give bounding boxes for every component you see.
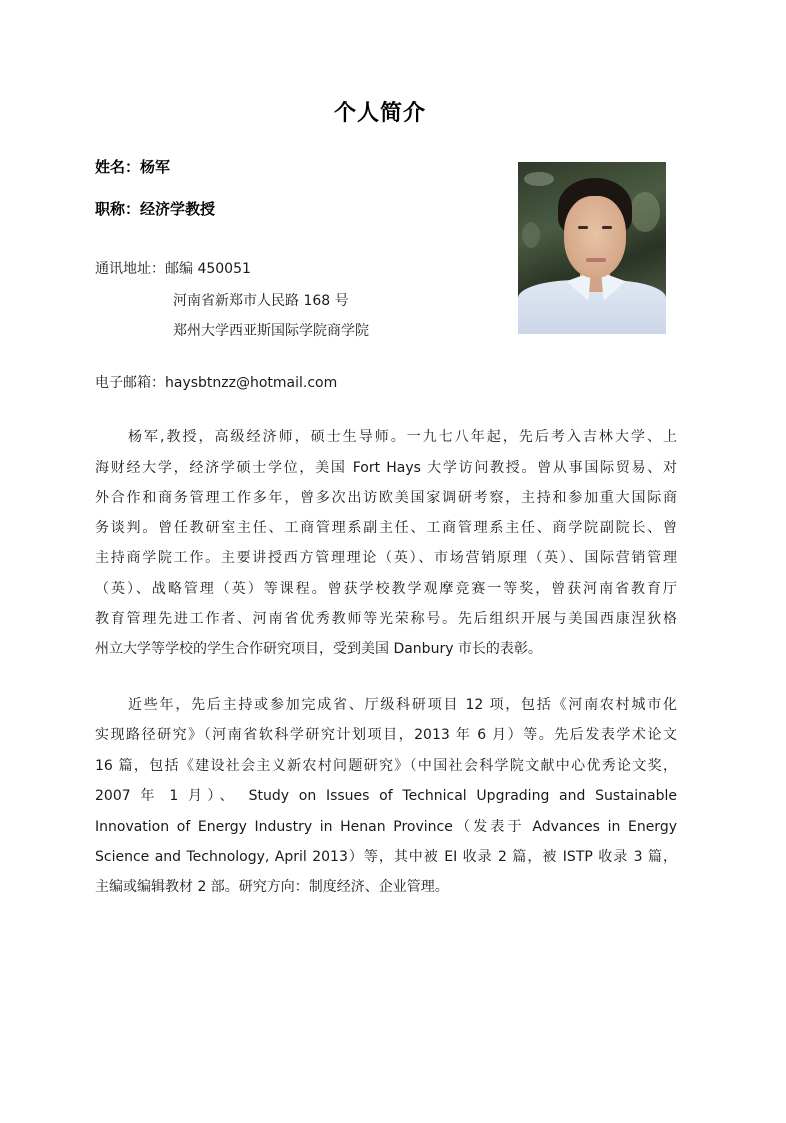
photo-face [564, 196, 626, 278]
address-line-1: 河南省新郑市人民路 168 号 [173, 293, 349, 309]
address-line-2: 郑州大学西亚斯国际学院商学院 [173, 323, 369, 339]
paragraph-line: 务谈判。曾任教研室主任、工商管理系副主任、工商管理系主任、商学院副院长、曾 [95, 520, 677, 536]
paragraph-line: 海财经大学，经济学硕士学位，美国 Fort Hays 大学访问教授。曾从事国际贸易、对 [95, 460, 677, 476]
paragraph-line: 主持商学院工作。主要讲授西方管理理论（英）、市场营销原理（英）、国际营销管理 [95, 550, 677, 566]
photo-background-bokeh [630, 192, 660, 232]
paragraph-line: （英）、战略管理（英）等课程。曾获学校教学观摩竞赛一等奖，曾获河南省教育厅 [95, 581, 677, 597]
name-field: 姓名：杨军 [95, 158, 171, 176]
paragraph-line: 教育管理先进工作者、河南省优秀教师等光荣称号。先后组织开展与美国西康涅狄格 [95, 611, 677, 627]
paragraph-line: Innovation of Energy Industry in Henan Province（发表于 Advances in Energy [95, 819, 677, 835]
paragraph-line: 外合作和商务管理工作多年，曾多次出访欧美国家调研考察，主持和参加重大国际商 [95, 490, 677, 506]
paragraph-line: 杨军,教授，高级经济师，硕士生导师。一九七八年起，先后考入吉林大学、上 [128, 429, 677, 445]
paragraph-line: 实现路径研究》（河南省软科学研究计划项目，2013 年 6 月）等。先后发表学术论文 [95, 727, 677, 743]
photo-eye [578, 226, 588, 229]
paragraph-line: 主编或编辑教材 2 部。研究方向：制度经济、企业管理。 [95, 879, 449, 895]
page-title: 个人简介 [333, 101, 426, 126]
photo-mouth [586, 258, 606, 262]
paragraph-line: 2007 年 1 月）、 Study on Issues of Technical Upgrading and Sustainable [95, 788, 677, 804]
paragraph-line: 州立大学等学校的学生合作研究项目，受到美国 Danbury 市长的表彰。 [95, 641, 542, 657]
address-label-line: 通讯地址：邮编 450051 [95, 261, 251, 277]
paragraph-line: 近些年，先后主持或参加完成省、厅级科研项目 12 项，包括《河南农村城市化 [128, 697, 677, 713]
portrait-photo [518, 162, 666, 334]
paragraph-line: Science and Technology, April 2013）等，其中被 EI 收录 2 篇，被 ISTP 收录 3 篇， [95, 849, 677, 865]
job-title-field: 职称：经济学教授 [95, 200, 216, 218]
paragraph-line: 16 篇，包括《建设社会主义新农村问题研究》（中国社会科学院文献中心优秀论文奖， [95, 758, 677, 774]
email-line: 电子邮箱：haysbtnzz@hotmail.com [95, 375, 338, 391]
photo-background-bokeh [522, 222, 540, 248]
photo-eye [602, 226, 612, 229]
photo-background-bokeh [524, 172, 554, 186]
